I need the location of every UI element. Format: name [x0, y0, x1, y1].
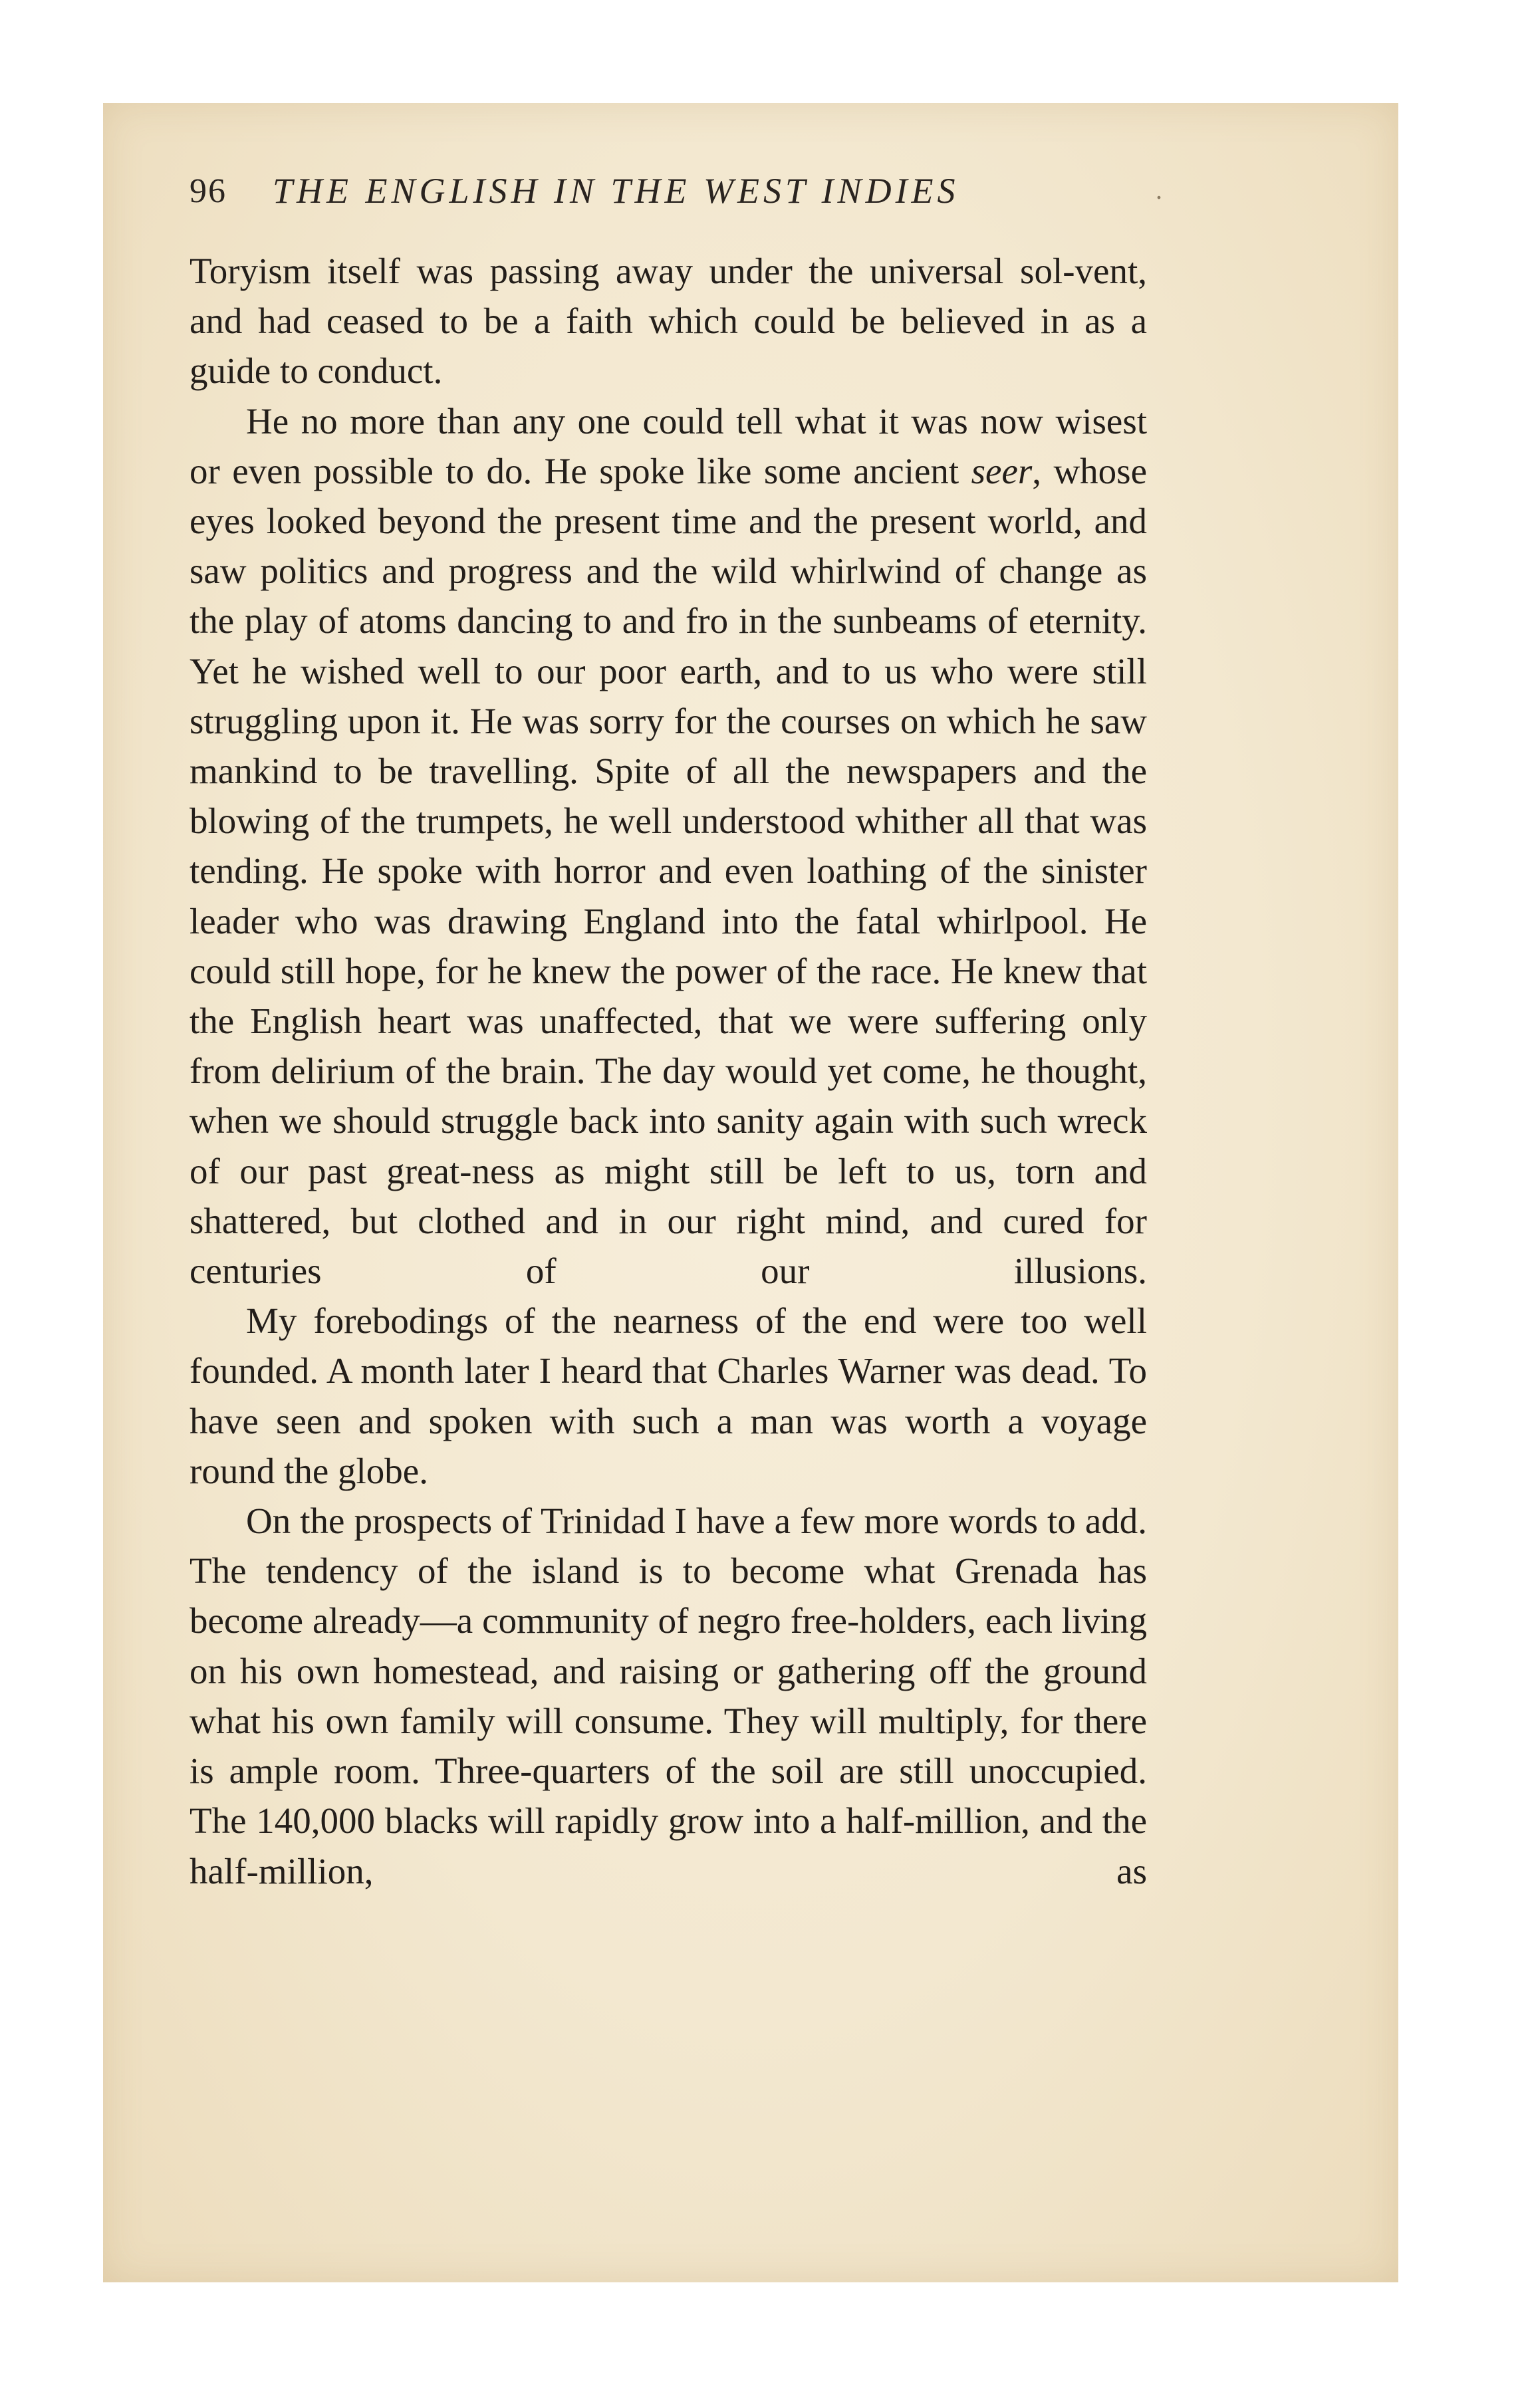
paragraph-2: [190, 396, 1147, 1296]
stray-mark: .: [1156, 175, 1162, 205]
paragraph-2-start: He no more than any one could tell what it was now wisest or even possible to do. He spoke like some ancient: [190, 400, 1147, 491]
paragraph-4: On the prospects of Trinidad I have a few more words to add. The tendency of the island is to become what Grenada has become already—a community of negro free-holders, each living on his own homestead, and raising or gathering off the ground what his own family will consume. They will multiply, for there is ample room. Three-quarters of the soil are still unoccupied. The 140,000 blacks will rapidly grow into a half-million, and the half-million, as: [190, 1501, 1147, 1891]
paragraph-3: My forebodings of the nearness of the end were too well founded. A month later I heard that Charles Warner was dead. To have seen and spoken with such a man was worth a voyage round the globe.: [190, 1300, 1147, 1491]
running-title: THE ENGLISH IN THE WEST INDIES: [273, 171, 959, 211]
paragraph-2-rest: , whose eyes looked beyond the present time and the present world, and saw politics and progress and the wild whirlwind of change as the play of atoms dancing to and fro in the sunbeams of eternity. Yet he wished well to our poor earth, and to us who were still struggling upon it. He was sorry for the courses on which he saw mankind to be travelling. Spite of all the newspapers and the blowing of the trumpets, he well understood whither all that was tending. He spoke with horror and even loathing of the sinister leader who was drawing England into the fatal whirlpool. He could still hope, for he knew the power of the race. He knew that the English heart was unaffected, that we were suffering only from delirium of the brain. The day would yet come, he thought, when we should struggle back into sanity again with such wreck of our past great-ness as might still be left to us, torn and shattered, but clothed and in our right mind, and cured for centuries of our illusions.: [190, 450, 1147, 1292]
running-head: [190, 165, 1147, 225]
paragraph-1: Toryism itself was passing away under the universal sol-vent, and had ceased to be a faith which could be believed in as a guide to conduct.: [190, 251, 1147, 392]
page-text: [190, 246, 1147, 1896]
italic-word: seer: [971, 450, 1033, 491]
page-number: 96: [190, 172, 227, 210]
